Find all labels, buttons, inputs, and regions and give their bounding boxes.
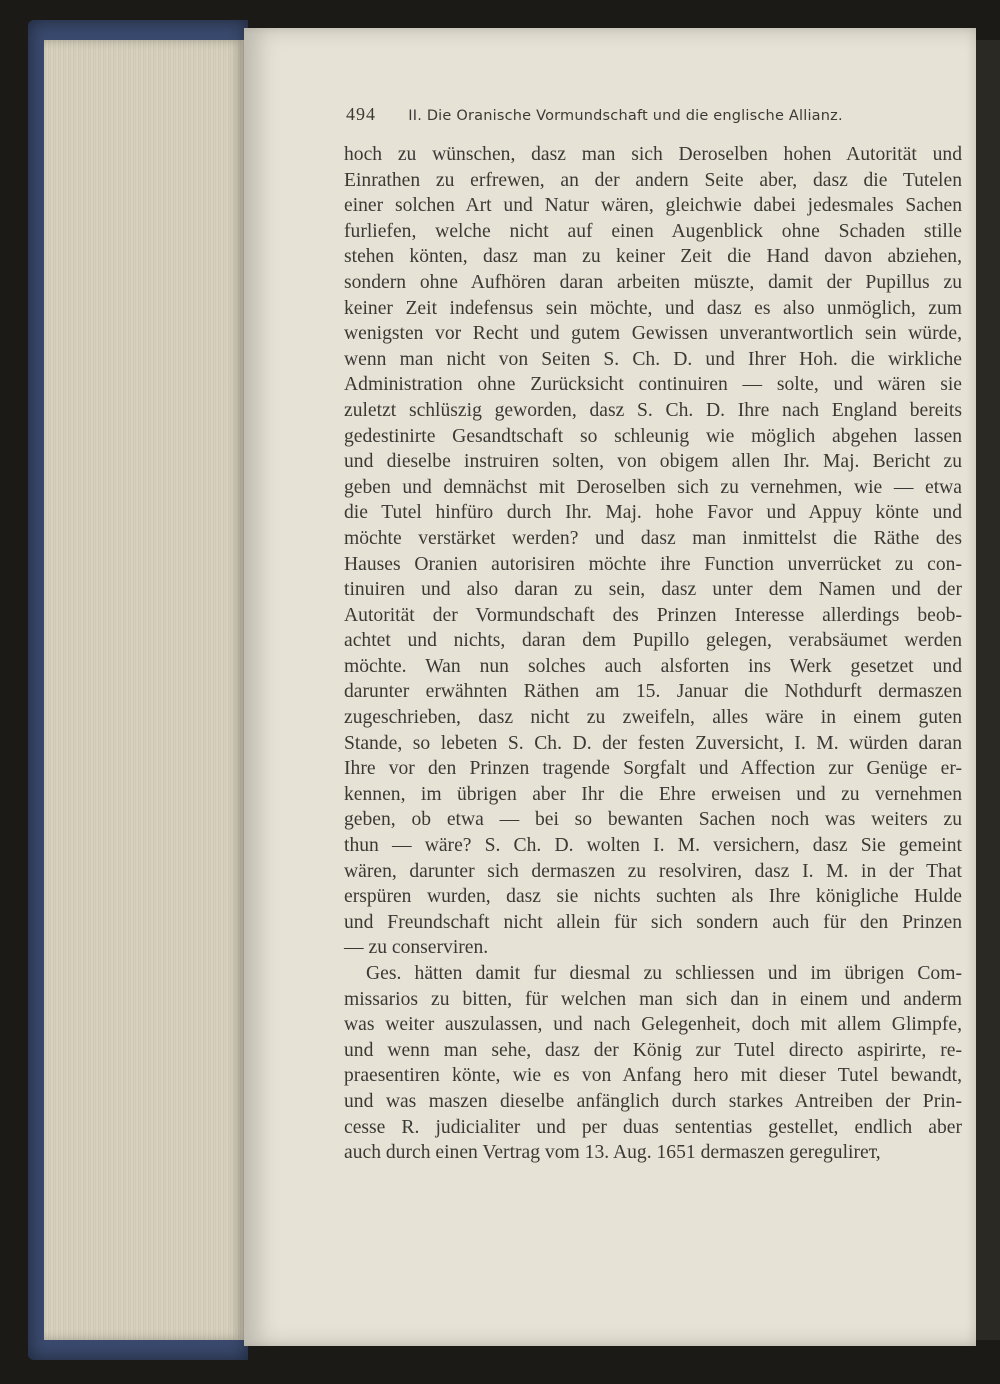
text-line: erspüren wurden, dasz sie nichts suchten als Ihre königliche Hulde [344,886,962,908]
text-line: sondern ohne Aufhören daran arbeiten müszte, damit der Pupillus zu [344,271,962,293]
text-line: kennen, im übrigen aber Ihr die Ehre erweisen und zu vernehmen [344,783,962,805]
text-line: geben, ob etwa — bei so bewanten Sachen noch was weiters zu [344,809,962,831]
text-line: wenigsten vor Recht und gutem Gewissen unverantwortlich sein würde, [344,323,962,345]
text-line: möchte. Wan nun solches auch alsforten ins Werk gesetzet und [344,655,962,677]
text-line: achtet und nichts, daran dem Pupillo gelegen, verabsäumet werden [344,630,962,652]
text-line: wären, darunter sich dermaszen zu resolviren, dasz I. M. in der That [344,860,962,882]
page-number: 494 [346,104,376,124]
text-line: und was maszen dieselbe anfänglich durch starkes Antreiben der Prin- [344,1090,962,1112]
text-line: Stande, so lebeten S. Ch. D. der festen Zuversicht, I. M. würden daran [344,732,962,754]
text-line: Ihre vor den Prinzen tragende Sorgfalt und Affection zur Genüge er- [344,758,962,780]
text-line: Ges. hätten damit fur diesmal zu schliessen und im übrigen Com- [366,963,962,984]
text-line: keiner Zeit indefensus sein möchte, und dasz es also unmöglich, zum [344,297,962,319]
text-line: hoch zu wünschen, dasz man sich Deroselben hohen Autorität und [344,144,962,165]
text-line: Autorität der Vormundschaft des Prinzen Interesse allerdings beob- [344,604,962,626]
body-text [344,142,962,1166]
text-line: einer solchen Art und Natur wären, gleichwie dabei jedesmales Sachen [344,195,962,217]
page-edges [44,40,244,1340]
text-line: auch durch einen Vertrag vom 13. Aug. 1651 dermaszen geregulirет, [344,1142,881,1164]
text-line: was weiter auszulassen, und nach Gelegenheit, doch mit allem Glimpfe, [344,1014,962,1036]
text-line: die Tutel hinfüro durch Ihr. Maj. hohe Favor und Appuy könte und [344,502,962,524]
text-line: möchte verstärket werden? und dasz man inmittelst die Räthe des [344,527,962,549]
facing-page-edge [976,40,1000,1340]
paragraph [344,961,962,1166]
text-line: cesse R. judicialiter und per duas sententias gestellet, endlich aber [344,1116,962,1138]
book-page [244,28,976,1346]
text-line: darunter erwähnten Räthen am 15. Januar die Nothdurft dermaszen [344,681,962,703]
text-line: gedestinirte Gesandtschaft so schleunig wie möglich abgehen lassen [344,425,962,447]
running-title: II. Die Oranische Vormundschaft und die englische Allianz. [408,108,843,124]
running-header [346,104,966,125]
text-line: und Freundschaft nicht allein für sich sondern auch für den Prinzen [344,911,962,933]
text-line: und wenn man sehe, dasz der König zur Tutel directo aspirirte, re- [344,1039,962,1061]
text-line: und dieselbe instruiren solten, von obigem allen Ihr. Maj. Bericht zu [344,451,962,473]
text-line: missarios zu bitten, für welchen man sich dan in einem und anderm [344,988,962,1010]
text-line: stehen könten, dasz man zu keiner Zeit die Hand davon abziehen, [344,246,962,268]
text-line: thun — wäre? S. Ch. D. wolten I. M. versichern, dasz Sie gemeint [344,835,962,857]
text-line: tinuiren und also daran zu sein, dasz unter dem Namen und der [344,579,962,601]
text-line: geben und demnächst mit Deroselben sich zu vernehmen, wie — etwa [344,476,962,498]
text-line: — zu conserviren. [344,937,489,959]
text-line: zugeschrieben, dasz nicht zu zweifeln, alles wäre in einem guten [344,707,962,729]
text-line: Administration ohne Zurücksicht continuiren — solte, und wären sie [344,374,962,396]
paragraph [344,142,962,961]
text-line: Hauses Oranien autorisiren möchte ihre Function unverrücket zu con- [344,553,962,575]
text-line: praesentiren könte, wie es von Anfang hero mit dieser Tutel bewandt, [344,1065,962,1087]
text-line: zuletzt schlüszig geworden, dasz S. Ch. D. Ihre nach England bereits [344,399,962,421]
text-line: furliefen, welche nicht auf einen Augenblick ohne Schaden stille [344,220,962,242]
text-line: Einrathen zu erfrewen, an der andern Seite aber, dasz die Tutelen [344,169,962,191]
text-line: wenn man nicht von Seiten S. Ch. D. und Ihrer Hoh. die wirkliche [344,348,962,370]
